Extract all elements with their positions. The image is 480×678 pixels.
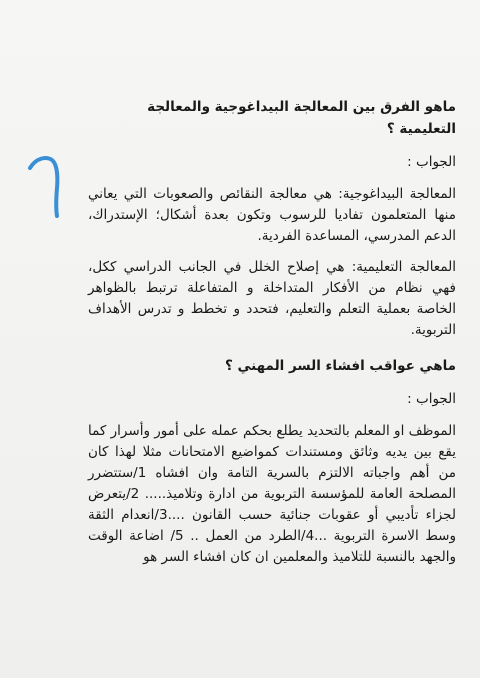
answer-label-2: الجواب : (407, 391, 456, 407)
paragraph-professional-secrecy: الموظف او المعلم بالتحديد يطلع بحكم عمله على أمور وأسرار كما يقع بين يديه وثائق ومستندات كمواضيع الامتحانات مثلا لهذا كان من أهم واجباته الالتزم بالسرية التامة وان افشاه 1/ستتضرر المصلحة العامة للمؤسسة التربوية من ادارة وتلاميذ..... 2/يتعرض لجزاء تأديبي أو عقوبات جنائية حسب القانون ....3/انعدام الثقة وسط الاسرة التربوية ...4/الطرد من العمل .. 5/ اضاعة الوقت والجهد بالنسبة للتلاميذ والمعلمين ان كان افشاء السر هو (88, 423, 456, 565)
paragraph-educational-remediation: المعالجة التعليمية: هي إصلاح الخلل في الجانب الدراسي ككل، فهي نظام من الأفكار المتداخلة و المتفاعلة ترتبط بالظواهر الخاصة بعملية التعلم والتعليم، فتحدد و تخطط و تدرس الأهداف التربوية. (88, 259, 456, 338)
paragraph-pedagogical-remediation: المعالجة البيداغوجية: هي معالجة النقائص والصعوبات التي يعاني منها المتعلمون تفاديا للرسوب وتكون بعدة أشكال؛ الإستدراك، الدعم المدرسي، المساعدة الفردية. (88, 186, 456, 244)
handwritten-number-one-icon (24, 150, 74, 220)
answer-label-1: الجواب : (407, 154, 456, 170)
question-1: ماهو الفرق بين المعالجة البيداغوجية والمعالجة التعليمية ؟ (147, 99, 456, 137)
document-body (88, 96, 456, 578)
question-2: ماهي عواقب افشاء السر المهني ؟ (224, 358, 456, 374)
